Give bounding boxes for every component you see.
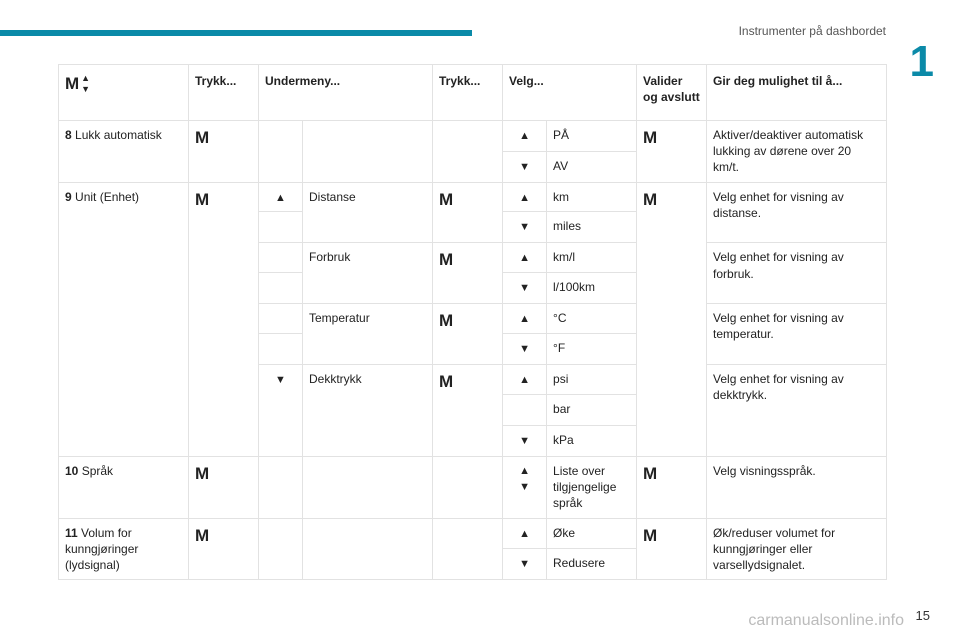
option-description: Velg enhet for visning av distanse. <box>707 182 887 243</box>
m-key-icon: M <box>195 128 210 147</box>
option-value: PÅ <box>547 121 637 152</box>
option-description: Velg visningsspråk. <box>707 456 887 518</box>
page-number: 15 <box>915 608 930 623</box>
option-description: Øk/reduser volumet for kunngjøringer eller varsellydsignalet. <box>707 518 887 580</box>
option-value: °F <box>547 334 637 365</box>
down-arrow-icon: ▼ <box>519 558 530 571</box>
up-arrow-icon: ▲ <box>519 313 530 326</box>
page-header-title: Instrumenter på dashbordet <box>738 24 886 38</box>
m-key-icon: M <box>643 189 658 209</box>
table-row <box>59 518 887 549</box>
menu-table <box>58 64 887 580</box>
submenu-label: Distanse <box>303 182 433 243</box>
option-description: Velg enhet for visning av temperatur. <box>707 304 887 365</box>
down-arrow-icon: ▼ <box>519 343 530 356</box>
m-key-icon: M <box>439 250 454 270</box>
option-value: Øke <box>547 518 637 549</box>
option-value: miles <box>547 212 637 243</box>
option-description: Velg enhet for visning av dekktrykk. <box>707 365 887 457</box>
submenu-label: Temperatur <box>303 304 433 365</box>
up-arrow-icon: ▲ <box>81 73 91 84</box>
option-value: kPa <box>547 425 637 456</box>
column-header-press-2: Trykk... <box>433 65 503 121</box>
chapter-number: 1 <box>909 37 934 86</box>
up-arrow-icon: ▲ <box>519 464 530 477</box>
up-arrow-icon: ▲ <box>519 130 530 142</box>
option-value: bar <box>547 394 637 425</box>
option-value: l/100km <box>547 273 637 304</box>
watermark: carmanualsonline.info <box>748 612 904 629</box>
row-label-cell: 9 Unit (Enhet) <box>59 182 189 456</box>
m-key-icon: M <box>439 189 454 209</box>
table-row <box>59 182 887 212</box>
row-label-cell: 10 Språk <box>59 456 189 518</box>
column-header-press: Trykk... <box>189 65 259 121</box>
column-header-validate: Valider og avslutt <box>637 65 707 121</box>
header-m-key-cell <box>59 65 189 121</box>
option-value: Redusere <box>547 549 637 580</box>
option-value: Liste over tilgjengelige språk <box>547 456 637 518</box>
table-row <box>59 121 887 152</box>
row-label-cell: 8 Lukk automatisk <box>59 121 189 183</box>
down-arrow-icon: ▼ <box>519 221 530 234</box>
submenu-label: Dekktrykk <box>303 365 433 457</box>
m-key-icon: M <box>439 311 454 331</box>
column-header-description: Gir deg mulighet til å... <box>707 65 887 121</box>
down-arrow-icon: ▼ <box>275 374 286 387</box>
option-value: °C <box>547 304 637 334</box>
up-arrow-icon: ▲ <box>519 527 530 540</box>
up-arrow-icon: ▲ <box>275 191 286 204</box>
m-key-icon: M <box>195 189 210 209</box>
up-arrow-icon: ▲ <box>519 191 530 204</box>
down-arrow-icon: ▼ <box>81 84 91 95</box>
m-key-icon: M <box>195 463 210 483</box>
option-value: km/l <box>547 243 637 273</box>
down-arrow-icon: ▼ <box>519 434 530 447</box>
table-header-row <box>59 65 887 121</box>
column-header-select: Velg... <box>503 65 637 121</box>
up-arrow-icon: ▲ <box>519 252 530 265</box>
option-description: Aktiver/deaktiver automatisk lukking av dørene over 20 km/t. <box>707 121 887 183</box>
row-label-cell: 11 Volum for kunngjøringer (lydsignal) <box>59 518 189 580</box>
down-arrow-icon: ▼ <box>519 480 530 493</box>
down-arrow-icon: ▼ <box>519 160 530 173</box>
m-key-icon: M <box>195 525 210 545</box>
option-value: km <box>547 182 637 212</box>
option-value: AV <box>547 151 637 182</box>
column-header-submenu: Undermeny... <box>259 65 433 121</box>
m-key-icon: M <box>65 74 80 93</box>
m-key-icon: M <box>643 128 658 147</box>
submenu-label: Forbruk <box>303 243 433 304</box>
up-arrow-icon: ▲ <box>519 374 530 387</box>
m-key-icon: M <box>643 525 658 545</box>
down-arrow-icon: ▼ <box>519 282 530 295</box>
option-value: psi <box>547 365 637 395</box>
m-key-icon: M <box>439 372 454 392</box>
m-key-icon: M <box>643 463 658 483</box>
option-description: Velg enhet for visning av forbruk. <box>707 243 887 304</box>
table-row <box>59 456 887 518</box>
header-accent-bar <box>0 30 472 36</box>
